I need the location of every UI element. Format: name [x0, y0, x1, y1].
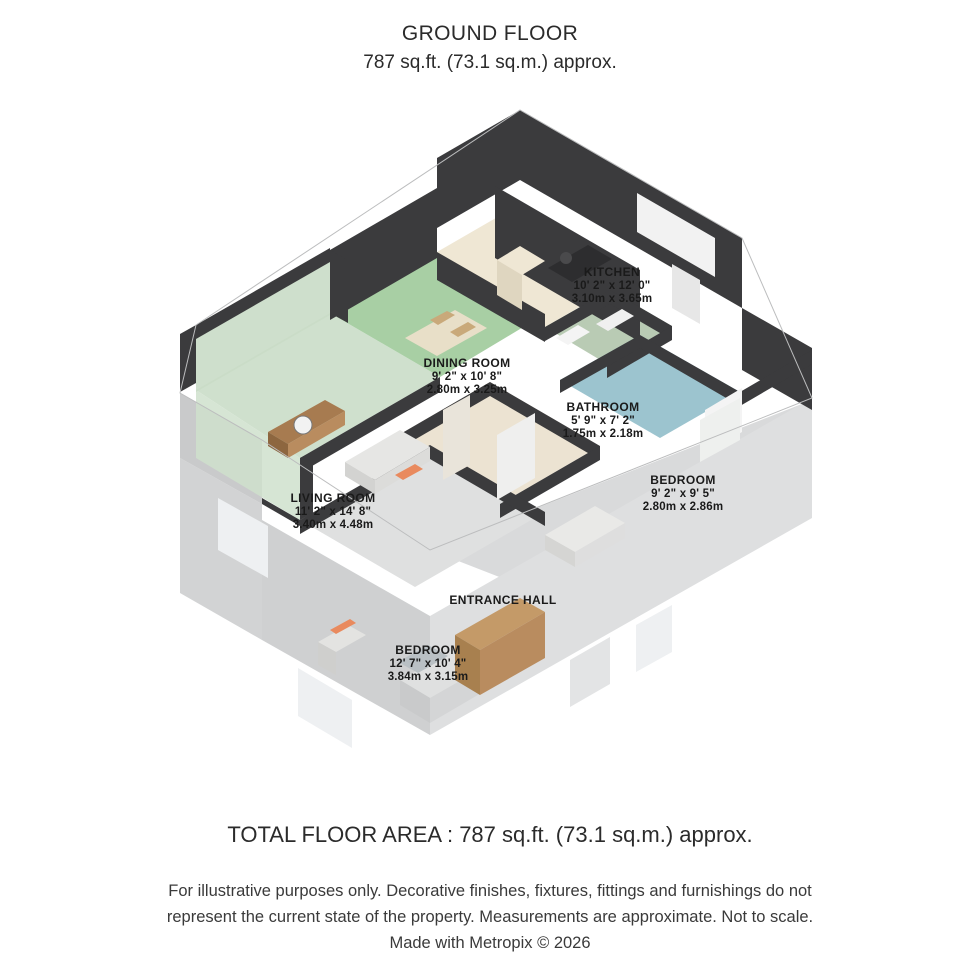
disclaimer-line-1: For illustrative purposes only. Decorative finishes, fixtures, fittings and furnishings do not	[168, 882, 812, 900]
credit-line: Made with Metropix © 2026	[389, 934, 591, 952]
room-label-bathroom	[503, 401, 703, 442]
floorplan-illustration	[0, 80, 980, 800]
room-dim-metric-bedroom-front: 3.84m x 3.15m	[387, 671, 469, 683]
room-dim-metric-kitchen: 3.10m x 3.65m	[571, 293, 653, 305]
room-dim-imperial-kitchen: 10' 2" x 12' 0"	[573, 279, 651, 292]
floorplan-header	[0, 22, 980, 74]
room-dim-imperial-bedroom-rear: 9' 2" x 9' 5"	[651, 487, 715, 500]
room-label-bedroom-rear	[583, 474, 783, 515]
disclaimer-line-2: represent the current state of the property. Measurements are approximate. Not to scale.	[166, 908, 814, 926]
room-label-dining-room	[367, 357, 567, 398]
room-dim-metric-dining-room: 2.80m x 3.25m	[426, 384, 508, 396]
floor-area-subtitle: 787 sq.ft. (73.1 sq.m.) approx.	[363, 52, 617, 73]
room-dim-imperial-dining-room: 9' 2" x 10' 8"	[431, 370, 503, 383]
room-label-kitchen	[512, 266, 712, 307]
room-name-living-room: LIVING ROOM	[290, 491, 376, 505]
room-label-bedroom-front	[328, 644, 528, 685]
room-dim-imperial-bathroom: 5' 9" x 7' 2"	[571, 414, 635, 427]
room-dim-metric-bathroom: 1.75m x 2.18m	[562, 428, 644, 440]
page-title: GROUND FLOOR	[401, 22, 579, 45]
total-floor-area: TOTAL FLOOR AREA : 787 sq.ft. (73.1 sq.m.) approx.	[227, 822, 753, 847]
floorplan-svg	[0, 80, 980, 800]
room-dim-imperial-living-room: 11' 2" x 14' 8"	[294, 505, 372, 518]
room-name-kitchen: KITCHEN	[583, 265, 641, 279]
room-dim-metric-bedroom-rear: 2.80m x 2.86m	[642, 501, 724, 513]
room-label-entrance-hall	[403, 594, 603, 608]
room-label-living-room	[233, 492, 433, 533]
room-name-dining-room: DINING ROOM	[423, 356, 511, 370]
room-name-bathroom: BATHROOM	[566, 400, 640, 414]
disclaimer	[0, 878, 980, 956]
room-dim-metric-living-room: 3.40m x 4.48m	[292, 519, 374, 531]
room-name-bedroom-rear: BEDROOM	[650, 473, 716, 487]
room-name-bedroom-front: BEDROOM	[395, 643, 461, 657]
room-dim-imperial-bedroom-front: 12' 7" x 10' 4"	[389, 657, 467, 670]
room-name-entrance-hall: ENTRANCE HALL	[449, 593, 557, 607]
